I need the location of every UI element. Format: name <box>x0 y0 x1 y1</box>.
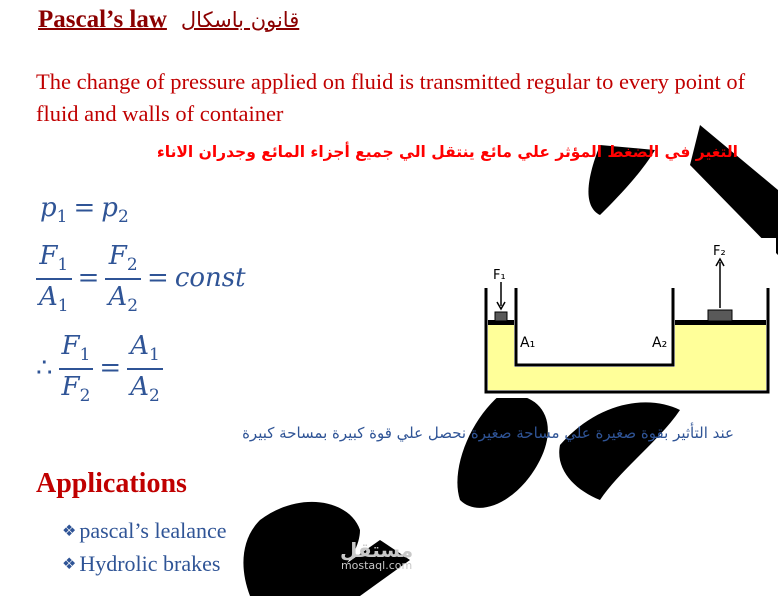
page-title <box>38 6 299 34</box>
label-a1: A₁ <box>520 335 536 351</box>
diamond-bullet-icon: ❖ <box>62 556 77 573</box>
list-item: ❖ pascal’s lealance <box>62 518 227 543</box>
label-f1: F₁ <box>493 268 506 283</box>
label-f2: F₂ <box>713 244 726 259</box>
diamond-bullet-icon: ❖ <box>62 523 77 540</box>
equation-p1-p2: $p_1 = p_2$ <box>40 193 129 228</box>
applications-heading: Applications <box>36 468 187 499</box>
arabic-note: عند التأثير بقوة صغيرة علي مساحة صغيرة نحصل علي قوة كبيرة بمساحة كبيرة <box>242 424 734 442</box>
list-item: ❖ Hydrolic brakes <box>62 551 221 576</box>
hydraulic-press-diagram <box>480 238 776 398</box>
label-a2: A₂ <box>652 335 668 351</box>
definition-arabic: التغير في الضغط المؤثر علي مائع ينتقل الي جميع أجزاء المائع وجدران الاناء <box>156 143 738 161</box>
equation-force-ratio: ∴ $\frac{F_1}{F_2}$ = $\frac{A_1}{A_2}$ <box>36 333 163 405</box>
title-english: Pascal’s law <box>38 6 167 33</box>
definition-english: The change of pressure applied on fluid is transmitted regular to every point of fluid and walls of container <box>36 69 746 126</box>
title-arabic: قانون باسكال <box>180 8 300 32</box>
logo: مستقل mostaql.com <box>340 538 414 572</box>
equation-force-area-const: $\frac{F_1}{A_1}$ = $\frac{F_2}{A_2}$ = const <box>36 243 246 315</box>
